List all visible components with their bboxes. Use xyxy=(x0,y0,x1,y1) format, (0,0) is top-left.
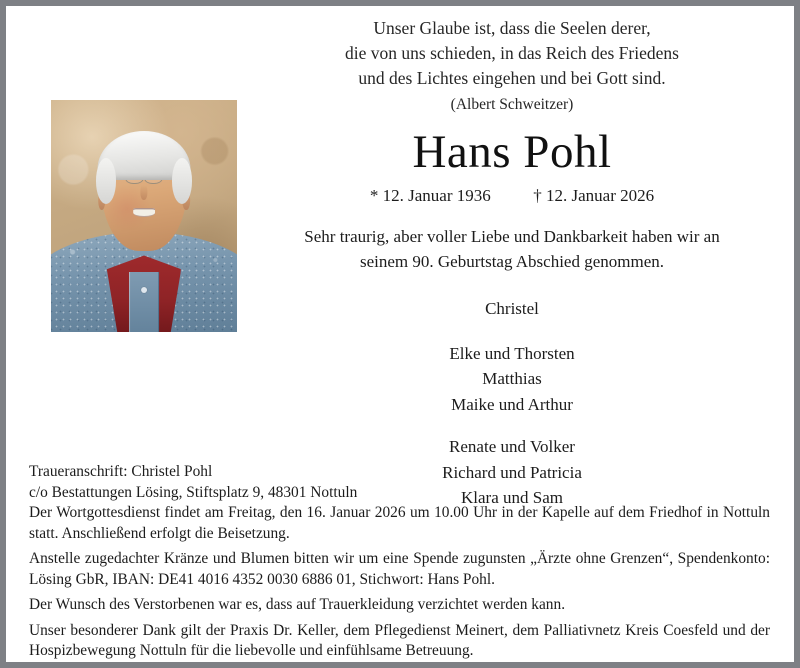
death-date: 12. Januar 2026 xyxy=(546,186,655,205)
mourner-line: Renate und Volker xyxy=(449,437,575,456)
mourner-line: Matthias xyxy=(482,369,542,388)
death-symbol: † xyxy=(533,186,542,205)
birth-date: 12. Januar 1936 xyxy=(382,186,491,205)
mourner-group-one xyxy=(256,341,768,418)
quote-line: die von uns schieden, in das Reich des Friedens xyxy=(345,43,679,63)
mourner-group-two xyxy=(256,434,768,511)
memorial-quote xyxy=(256,16,768,91)
mourner-line: Klara und Sam xyxy=(461,488,563,507)
tribute-text xyxy=(256,224,768,274)
mourning-address: c/o Bestattungen Lösing, Stiftsplatz 9, 48301 Nottuln xyxy=(29,483,358,501)
quote-author: (Albert Schweitzer) xyxy=(450,96,574,113)
notice-inner xyxy=(6,6,794,662)
donation-info: Anstelle zugedachter Kränze und Blumen bitten wir um eine Spende zugunsten „Ärzte ohne Grenzen“, Spendenkonto: Lösing GbR, IBAN: DE41 4016 4352 0030 6886 01, Stichwort: Hans Pohl. xyxy=(29,550,770,588)
mourner-line: Maike und Arthur xyxy=(451,394,573,414)
service-info: Der Wortgottesdienst findet am Freitag, den 16. Januar 2026 um 10.00 Uhr in der Kapelle auf dem Friedhof in Nottuln statt. Anschließend erfolgt die Beisetzung. xyxy=(29,504,770,542)
mouth-shape xyxy=(133,208,155,217)
portrait-image xyxy=(51,100,237,332)
life-dates xyxy=(256,184,768,208)
dress-code-info: Der Wunsch des Verstorbenen war es, dass auf Trauerkleidung verzichtet werden kann. xyxy=(29,596,566,613)
mourning-address-label: Traueranschrift: Christel Pohl xyxy=(29,463,213,480)
quote-line: und des Lichtes eingehen und bei Gott sind. xyxy=(358,68,666,88)
notice-text-column xyxy=(256,12,768,511)
birth-symbol: * xyxy=(369,186,379,205)
deceased-name: Hans Pohl xyxy=(412,126,612,178)
jacket-placket-shape xyxy=(129,272,159,332)
mourner-line: Richard und Patricia xyxy=(442,462,582,482)
quote-line: Unser Glaube ist, dass die Seelen derer, xyxy=(373,18,651,38)
mourner-primary: Christel xyxy=(485,299,539,318)
tribute-line: Sehr traurig, aber voller Liebe und Dankbarkeit haben wir an xyxy=(304,227,720,246)
tribute-line: seinem 90. Geburtstag Abschied genommen. xyxy=(359,252,665,271)
hair-side-left-shape xyxy=(96,158,116,204)
mourner-line: Elke und Thorsten xyxy=(449,343,575,363)
portrait-photo xyxy=(51,100,237,332)
thanks-info: Unser besonderer Dank gilt der Praxis Dr. Keller, dem Pflegedienst Meinert, dem Palliativnetz Kreis Coesfeld und der Hospizbewegung Nottuln für die liebevolle und einfühlsame Betreuung. xyxy=(29,621,770,659)
nose-shape xyxy=(140,185,148,199)
mourners-list xyxy=(256,296,768,511)
